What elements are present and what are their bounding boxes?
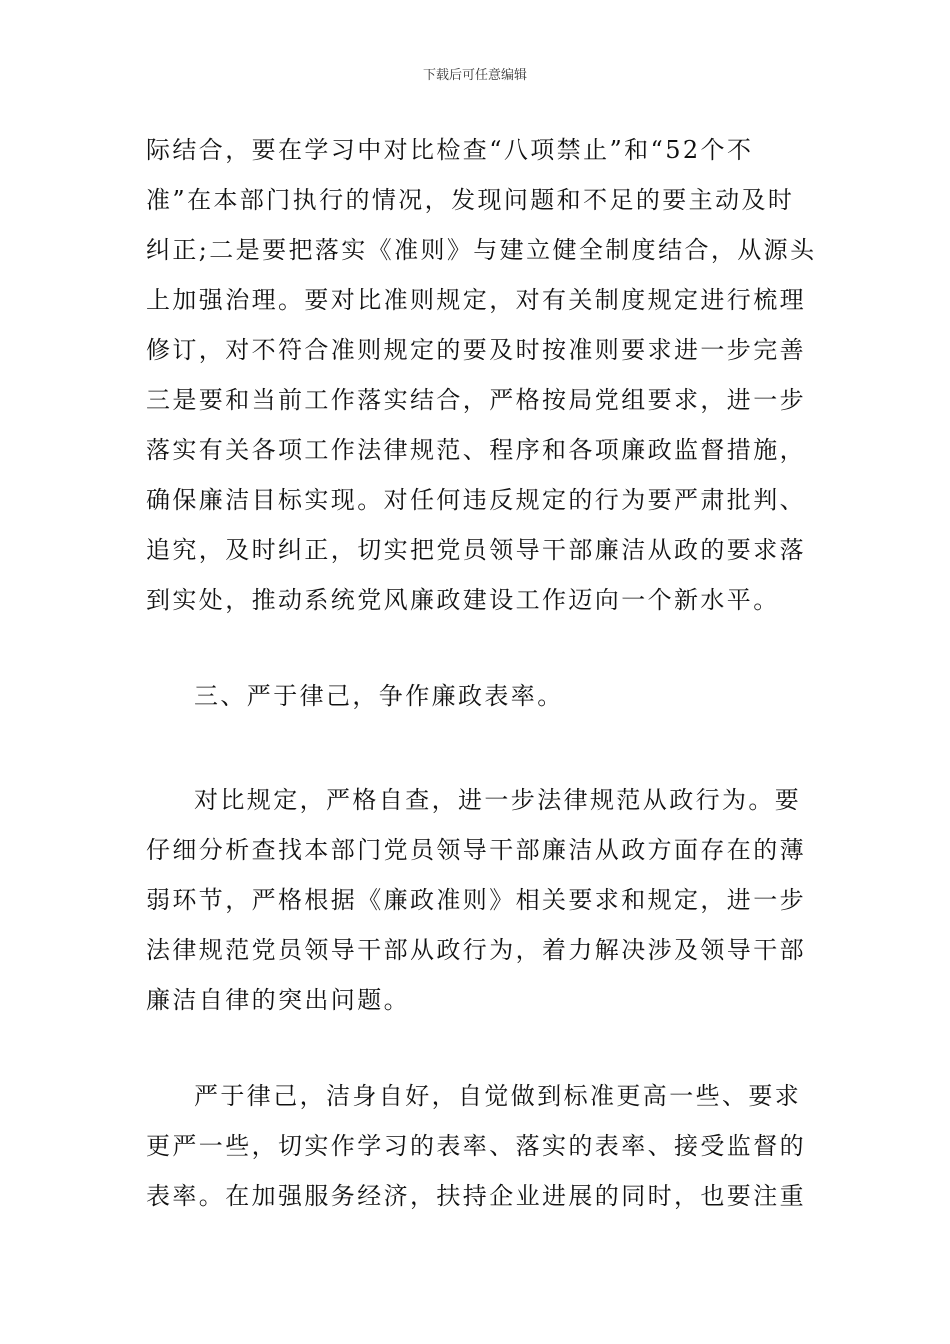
text-line: 弱环节，严格根据《廉政准则》相关要求和规定，进一步: [146, 886, 806, 914]
text-line: 确保廉洁目标实现。对任何违反规定的行为要严肃批判、: [146, 486, 806, 514]
text-line: 表率。在加强服务经济，扶持企业进展的同时，也要注重: [146, 1182, 806, 1210]
text-line: 上加强治理。要对比准则规定，对有关制度规定进行梳理: [146, 286, 806, 314]
text-line: 到实处，推动系统党风廉政建设工作迈向一个新水平。: [146, 586, 780, 614]
paragraph-self-check: [146, 775, 810, 1025]
text-line: 三是要和当前工作落实结合，严格按局党组要求，进一步: [146, 386, 806, 414]
paragraph-self-discipline: [146, 1071, 810, 1221]
text-line: 对比规定，严格自查，进一步法律规范从政行为。要: [194, 786, 802, 814]
section-heading: [146, 671, 810, 721]
text-line: 追究，及时纠正，切实把党员领导干部廉洁从政的要求落: [146, 536, 806, 564]
paragraph-continuation: [146, 125, 817, 625]
text-line: 法律规范党员领导干部从政行为，着力解决涉及领导干部: [146, 936, 806, 964]
text-line: 落实有关各项工作法律规范、程序和各项廉政监督措施，: [146, 436, 806, 464]
text-line: 廉洁自律的突出问题。: [146, 986, 410, 1014]
text-line: 更严一些，切实作学习的表率、落实的表率、接受监督的: [146, 1132, 806, 1160]
text-line: 严于律己，洁身自好，自觉做到标准更高一些、要求: [194, 1082, 802, 1110]
page-header: 下载后可任意编辑: [422, 68, 527, 83]
text-line: 际结合，要在学习中对比检查“八项禁止”和“52个不: [146, 136, 754, 164]
heading-text: 三、严于律己，争作廉政表率。: [194, 682, 564, 710]
text-line: 准”在本部门执行的情况，发现问题和不足的要主动及时: [146, 186, 795, 214]
text-line: 纠正;二是要把落实《准则》与建立健全制度结合，从源头: [146, 236, 817, 264]
text-line: 修订，对不符合准则规定的要及时按准则要求进一步完善: [146, 336, 806, 364]
text-line: 仔细分析查找本部门党员领导干部廉洁从政方面存在的薄: [146, 836, 806, 864]
